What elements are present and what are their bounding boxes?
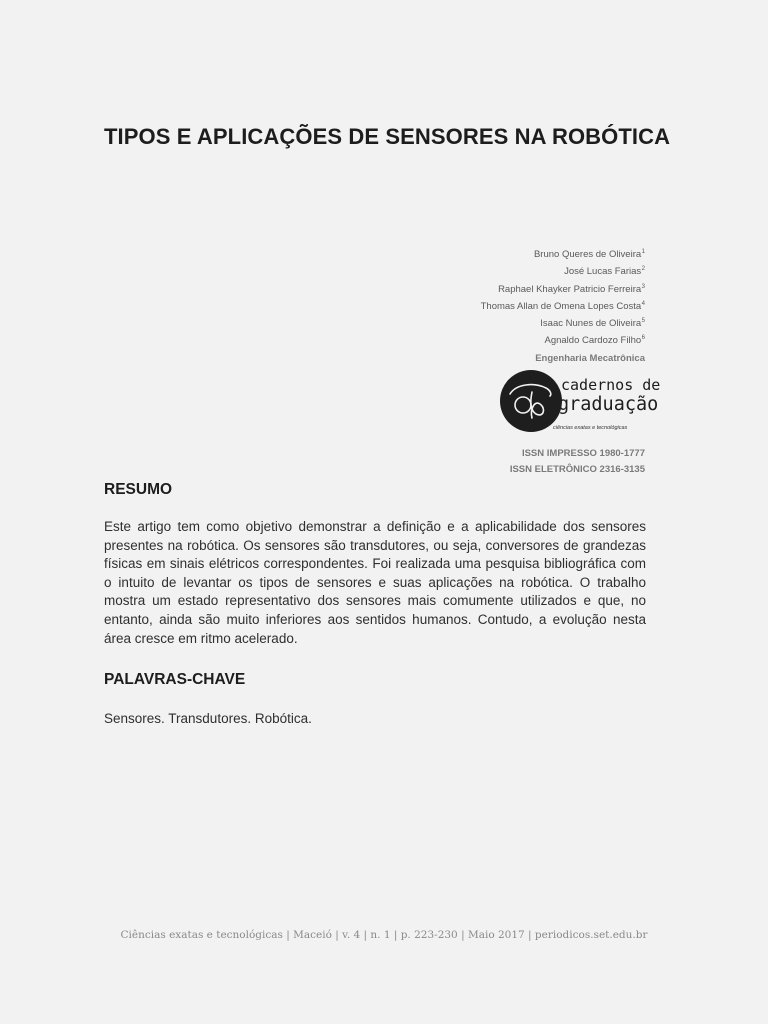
keywords-heading: PALAVRAS-CHAVE	[104, 671, 246, 688]
author-footnote-marker[interactable]: 3	[641, 283, 645, 290]
author-item	[481, 331, 645, 348]
author-footnote-marker[interactable]: 6	[641, 335, 645, 342]
author-item	[481, 245, 645, 262]
logo-line-2: graduação	[558, 394, 659, 415]
author-item	[481, 297, 645, 314]
author-item	[481, 280, 645, 297]
author-name: José Lucas Farias	[564, 266, 642, 278]
author-item	[481, 262, 645, 279]
logo-tagline: ciências exatas e tecnológicas	[553, 425, 628, 431]
author-list	[481, 245, 645, 349]
author-footnote-marker[interactable]: 1	[641, 249, 645, 255]
issn-block	[510, 446, 645, 477]
cg-monogram-graphic	[500, 370, 562, 432]
author-name: Raphael Khayker Patricio Ferreira	[498, 283, 642, 295]
citation-footer: Ciências exatas e tecnológicas | Maceió | v. 4 | n. 1 | p. 223-230 | Maio 2017 | periodicos.set.edu.br	[120, 929, 648, 941]
department-label: Engenharia Mecatrônica	[535, 353, 645, 364]
author-name: Thomas Allan de Omena Lopes Costa	[480, 300, 642, 312]
abstract-heading: RESUMO	[104, 481, 173, 498]
journal-logo	[500, 370, 661, 436]
author-footnote-marker[interactable]: 2	[641, 266, 645, 273]
issn-electronic: ISSN ELETRÔNICO 2316-3135	[509, 463, 645, 475]
issn-print: ISSN IMPRESSO 1980-1777	[521, 448, 645, 459]
author-name: Agnaldo Cardozo Filho	[544, 335, 642, 347]
article-title: TIPOS E APLICAÇÕES DE SENSORES NA ROBÓTICA	[104, 124, 671, 149]
author-item	[481, 314, 645, 331]
author-footnote-marker[interactable]: 4	[641, 300, 645, 307]
cg-monogram-icon	[500, 370, 562, 432]
author-footnote-marker[interactable]: 5	[641, 318, 645, 325]
author-name: Isaac Nunes de Oliveira	[540, 318, 642, 330]
abstract-text: Este artigo tem como objetivo demonstrar a definição e a aplicabilidade dos sensores presentes na robótica. Os sensores são transdutores, ou seja, conversores de grandezas físicas em sinais elétricos correspondentes. Foi realizada uma pesquisa bibliográfica com o intuito de levantar os tipos de sensores e suas aplicações na robótica. O trabalho mostra um estado representativo dos sensores mais comumente utilizados e que, no entanto, ainda são muito inferiores aos sentidos humanos. Contudo, a evolução nesta área cresce em ritmo acelerado.	[104, 519, 646, 646]
logo-line-1: cadernos de	[561, 376, 661, 394]
author-name: Bruno Queres de Oliveira	[533, 249, 642, 260]
keywords-text: Sensores. Transdutores. Robótica.	[104, 711, 312, 726]
